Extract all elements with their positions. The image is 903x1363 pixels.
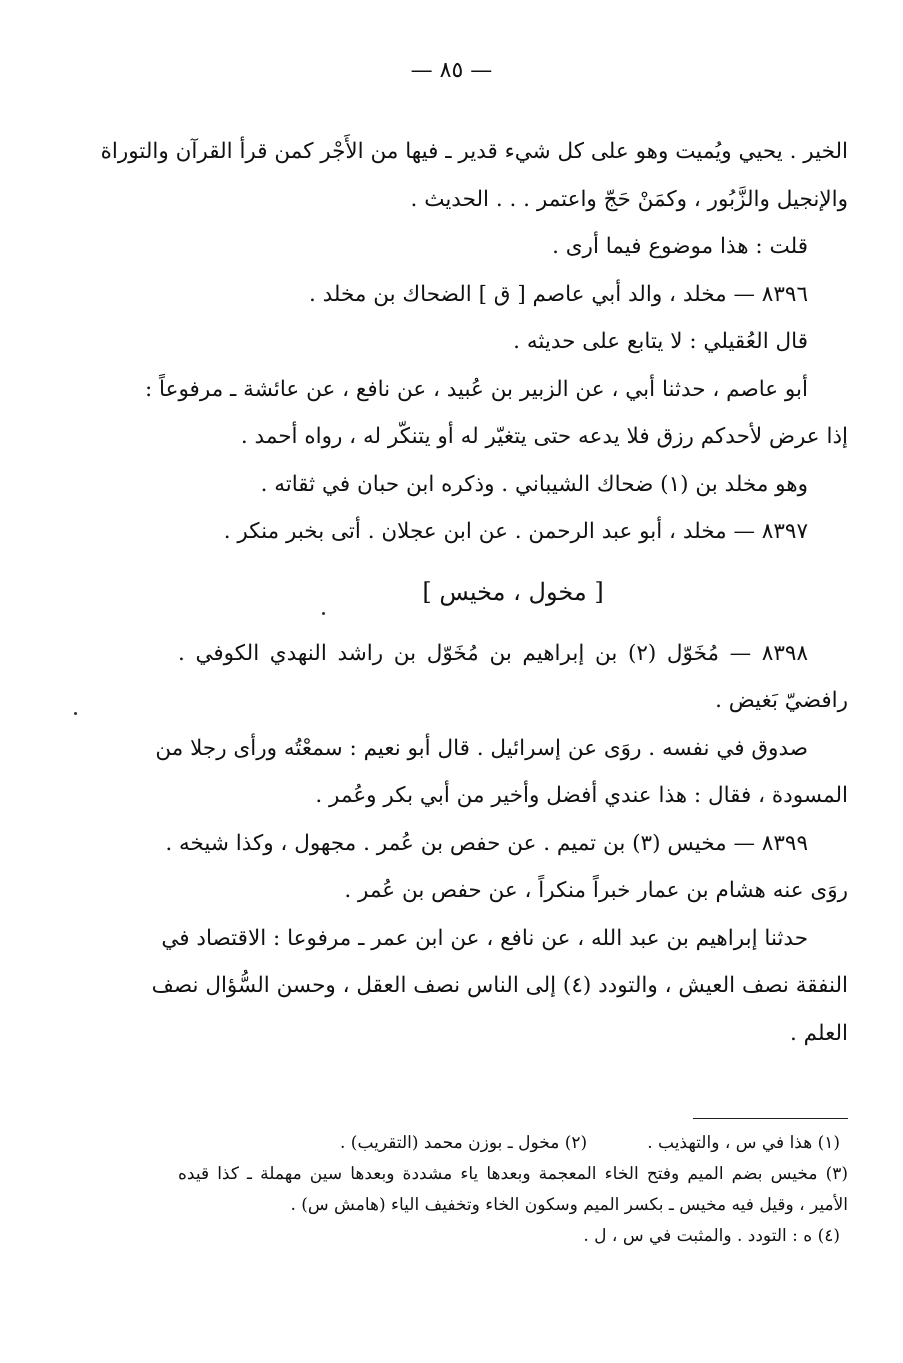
- text-line: الخير . يحيي ويُميت وهو على كل شيء قدير ـ فيها من الأَجْر كمن قرأ القرآن والتوراة: [100, 139, 848, 164]
- text-line: النفقة نصف العيش ، والتودد (٤) إلى الناس نصف العقل ، وحسن السُّؤال نصف: [151, 973, 848, 998]
- text-line: العلم .: [790, 1020, 848, 1046]
- page-number: — ٨٥ —: [410, 58, 493, 83]
- main-text: [100, 128, 848, 1057]
- section-heading-text: [ مخول ، مخيس ]: [422, 577, 604, 606]
- footnote-3-continued: الأمير ، وقيل فيه مخيس ـ بكسر الميم وسكون الخاء وتخفيف الياء (هامش س) .: [290, 1195, 848, 1215]
- footnote-1: (١) هذا في س ، والتهذيب .: [647, 1133, 840, 1153]
- footnote-row: [178, 1128, 848, 1159]
- text-line: روَى عنه هشام بن عمار خبراً منكراً ، عن حفص بن عُمر .: [344, 878, 848, 903]
- entry-8399: ٨٣٩٩ — مخيس (٣) بن تميم . عن حفص بن عُمر . مجهول ، وكذا شيخه .: [165, 830, 808, 856]
- scan-speck: [322, 612, 325, 615]
- text-line: وهو مخلد بن (١) ضحاك الشيباني . وذكره ابن حبان في ثقاته .: [260, 471, 808, 497]
- footnote-2: (٢) مخول ـ بوزن محمد (التقريب) .: [340, 1133, 588, 1153]
- text-line: قال العُقيلي : لا يتابع على حديثه .: [513, 329, 808, 354]
- entry-8398: ٨٣٩٨ — مُخَوّل (٢) بن إبراهيم بن مُخَوّل بن راشد النهدي الكوفي .: [178, 640, 808, 666]
- footnote-divider: [693, 1118, 848, 1119]
- footnotes: [178, 1128, 848, 1252]
- footnote-4: (٤) ه : التودد . والمثبت في س ، ل .: [583, 1226, 840, 1246]
- entry-8397: ٨٣٩٧ — مخلد ، أبو عبد الرحمن . عن ابن عجلان . أتى بخبر منكر .: [223, 519, 808, 544]
- entry-8396: ٨٣٩٦ — مخلد ، والد أبي عاصم [ ق ] الضحاك بن مخلد .: [308, 281, 808, 307]
- text-line: صدوق في نفسه . روَى عن إسرائيل . قال أبو نعيم : سمعْتُه ورأى رجلا من: [155, 735, 808, 761]
- text-line: أبو عاصم ، حدثنا أبي ، عن الزبير بن عُبيد ، عن نافع ، عن عائشة ـ مرفوعاً :: [144, 376, 808, 402]
- footnote-3: (٣) مخيس بضم الميم وفتح الخاء المعجمة وبعدها ياء مشددة وبعدها سين مهملة ـ كذا قيده: [178, 1164, 848, 1184]
- text-line: رافضيّ بَغيض .: [715, 688, 848, 713]
- text-line: قلت : هذا موضوع فيما أرى .: [552, 234, 808, 259]
- section-heading: [178, 556, 848, 630]
- text-line: المسودة ، فقال : هذا عندي أفضل وأخير من أبي بكر وعُمر .: [315, 783, 848, 808]
- text-line: حدثنا إبراهيم بن عبد الله ، عن نافع ، عن ابن عمر ـ مرفوعا : الاقتصاد في: [161, 925, 808, 951]
- scan-speck: [74, 712, 77, 715]
- text-line: والإنجيل والزَّبُور ، وكمَنْ حَجّ واعتمر . . . الحديث .: [410, 186, 848, 212]
- text-line: إذا عرض لأحدكم رزق فلا يدعه حتى يتغيّر له أو يتنكّر له ، رواه أحمد .: [240, 424, 848, 449]
